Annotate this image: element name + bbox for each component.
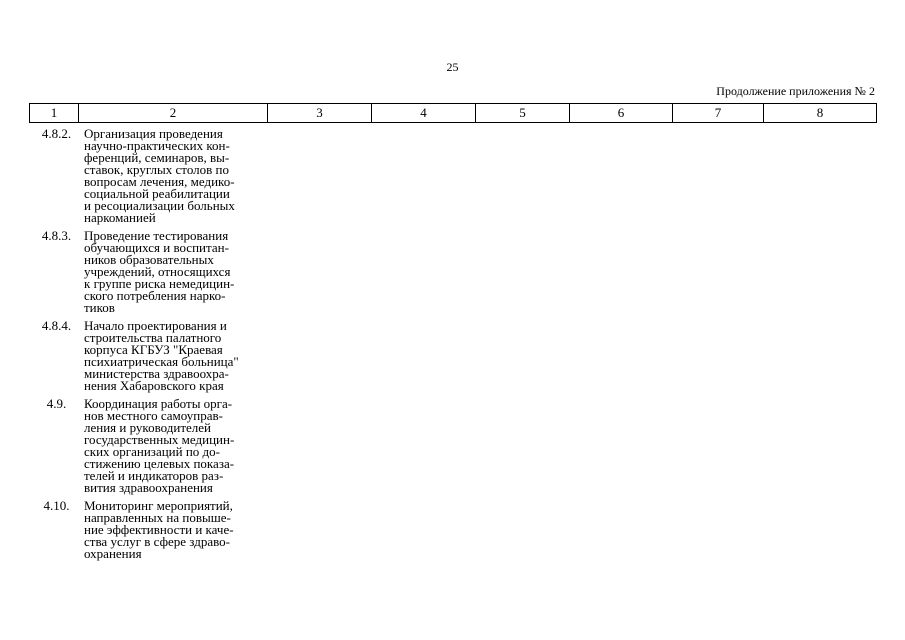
row-number: 4.8.3. bbox=[41, 228, 72, 243]
table-row bbox=[29, 320, 329, 392]
header-col-2: 2 bbox=[79, 104, 268, 123]
header-col-7: 7 bbox=[673, 104, 764, 123]
header-col-3: 3 bbox=[268, 104, 372, 123]
row-text: Проведение тестирования обучающихся и воспитан- ников образовательных учреждений, относящихся к группе риска немедицин- ского потребления нарко- тиков bbox=[84, 228, 235, 315]
continuation-label: Продолжение приложения № 2 bbox=[716, 84, 875, 98]
row-number: 4.8.2. bbox=[41, 126, 72, 141]
table-body bbox=[29, 128, 329, 566]
row-number: 4.10. bbox=[43, 498, 70, 513]
row-text: Организация проведения научно-практических кон- ференций, семинаров, вы- ставок, круглых столов по вопросам лечения, медико- социальной реабилитации и ресоциализации больных наркоманией bbox=[84, 126, 235, 225]
table-row bbox=[29, 128, 329, 224]
header-col-4: 4 bbox=[372, 104, 476, 123]
table-row bbox=[29, 500, 329, 560]
page-number: 25 bbox=[446, 60, 459, 74]
header-col-5: 5 bbox=[476, 104, 570, 123]
row-text: Координация работы орга- нов местного самоуправ- ления и руководителей государственных медицин- ских организаций по до- стижению целевых показа- телей и индикаторов раз- вития здравоохранения bbox=[84, 396, 235, 495]
table-header bbox=[29, 103, 877, 123]
row-number: 4.9. bbox=[46, 396, 67, 411]
header-row bbox=[30, 104, 877, 123]
row-text: Начало проектирования и строительства палатного корпуса КГБУЗ "Краевая психиатрическая больница" министерства здравоохра- нения Хабаровского края bbox=[84, 318, 239, 393]
row-number: 4.8.4. bbox=[41, 318, 72, 333]
header-col-8: 8 bbox=[764, 104, 877, 123]
header-col-6: 6 bbox=[570, 104, 673, 123]
table-row bbox=[29, 398, 329, 494]
row-text: Мониторинг мероприятий, направленных на повыше- ние эффективности и каче- ства услуг в сфере здраво- охранения bbox=[84, 498, 234, 561]
table-row bbox=[29, 230, 329, 314]
header-col-1: 1 bbox=[30, 104, 79, 123]
